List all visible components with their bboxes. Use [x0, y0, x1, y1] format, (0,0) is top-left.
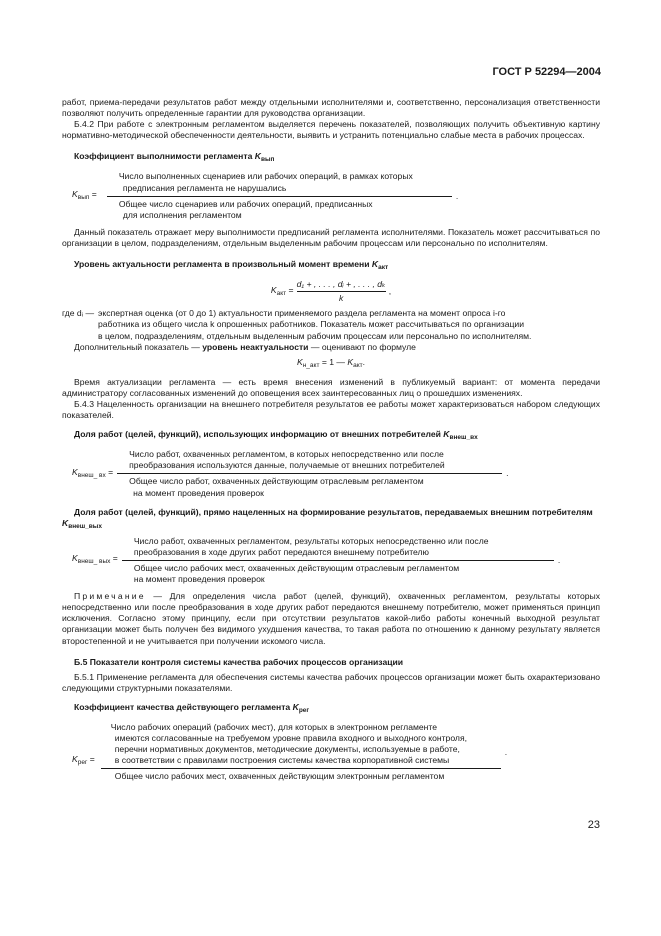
- paragraph-k-vyp-description: Данный показатель отражает меру выполнимости предписаний регламента исполнителями. Показатель может рассчитываться по организации в целом, подразделениям, отдельным выделенным рабочим процессам или персонально по исполнителям.: [62, 226, 600, 248]
- heading-k-vyp: Коэффициент выполнимости регламента $K_{вып}$: [74, 151, 275, 164]
- definition-di: где dᵢ — экспертная оценка (от 0 до 1) актуальности применяемого раздела регламента на момент опроса i-го: [62, 308, 506, 319]
- formula-fraction: [117, 449, 502, 498]
- definition-di-line2: работника из общего числа k опрошенных работников. Показатель может рассчитываться по организации: [98, 319, 524, 330]
- fraction-denominator: Общее число рабочих мест, охваченных действующим отраслевым регламентом на момент проведения проверок: [133, 563, 460, 585]
- formula-lhs: $K_{рег}$ =: [72, 754, 95, 767]
- heading-k-akt: Уровень актуальности регламента в произвольный момент времени $K_{акт}$: [74, 259, 389, 272]
- standard-header: ГОСТ Р 52294—2004: [492, 66, 601, 78]
- formula-lhs: $K_{внеш\_ вх}$ =: [72, 466, 114, 479]
- formula-lhs: $K_{внеш\_ вых}$ =: [72, 553, 118, 566]
- formula-k-reg: $K_{рег}$ = Число рабочих операций (рабочих мест), для которых в электронном регламенте имеются согласованные на требуемом уровне правила входного и выходного контроля, перечни нормативных документов, методические документы, используемые в работе, в соответствии с правилами построения системы качества корпоративной системы Общее число рабочих мест, охваченных действующим электронным регламентом .: [62, 722, 600, 782]
- formula-fraction: [101, 722, 501, 782]
- formula-k-akt: $K_{акт}$ = $\frac{\text{d₁ + , . . . , dᵢ + , . . . , dₖ}}{k}$ ,: [270, 279, 392, 304]
- note: Примечание — Для определения числа работ (целей, функций), охваченных регламентом, результаты которых непосредственно или после преобразования в ходе других работ передаются внешнему потребителю, может применяться принцип исключения. Согласно этому принципу, если при отсутствии результатов какой-либо работы конечный выходной результат организации может быть получен без видимого ухудшения качества, то такая работа по отношению к данному результату является второстепенной и не учитывается при получении искомого числа.: [62, 591, 600, 646]
- fraction-numerator: Число выполненных сценариев или рабочих операций, в рамках которых предписания регламента не нарушались: [118, 171, 413, 193]
- definition-di-line3: в целом, подразделениям, отдельным выделенным рабочим процессам или персонально по исполнителям.: [98, 330, 532, 341]
- paragraph-b4-2: Б.4.2 При работе с электронным регламентом выделяется перечень показателей, позволяющих получить объективную картину нормативно-методической обеспеченности деятельности, выявить и устранить потенциально слабые места в рабочих процессах.: [62, 119, 600, 141]
- formula-fraction: $\frac{\text{d₁ + , . . . , dᵢ + , . . . , dₖ}}{k}$: [296, 279, 386, 304]
- formula-k-n-akt: $K_{н\_акт} = 1$ — $K_{акт}$.: [296, 356, 366, 369]
- fraction-numerator: Число работ, охваченных регламентом, в которых непосредственно или после преобразования используются данные, получаемые от внешних потребителей: [129, 449, 445, 471]
- fraction-denominator: Общее число работ, охваченных действующим отраслевым регламентом на момент проведения проверок: [129, 476, 424, 498]
- heading-k-vnesh-vh: Доля работ (целей, функций), использующих информацию от внешних потребителей $K_{внеш\_вх}$: [74, 429, 478, 442]
- fraction-numerator: Число работ, охваченных регламентом, результаты которых непосредственно или после преобразования в ходе других работ передаются внешнему потребителю: [133, 535, 489, 557]
- paragraph-additional-indicator: Дополнительный показатель — уровень неактуальности — оценивают по формуле: [74, 341, 416, 352]
- formula-k-vnesh-vyh: $K_{внеш\_ вых}$ = Число работ, охваченных регламентом, результаты которых непосредственно или после преобразования в ходе других работ передаются внешнему потребителю Общее число рабочих мест, охваченных действующим отраслевым регламентом на момент проведения проверок .: [62, 536, 600, 585]
- section-heading-b5: Б.5 Показатели контроля системы качества рабочих процессов организации: [74, 656, 404, 667]
- formula-fraction: [107, 171, 452, 220]
- paragraph-continuation: работ, приема-передачи результатов работ между отдельными исполнителями и, соответственно, персонализация ответственности позволяют получить определенные гарантии для руководства организации.: [62, 97, 600, 119]
- paragraph-update-time: Время актуализации регламента — есть время внесения изменений в публикуемый вариант: от момента передачи администратору согласованных изменений до оповещения всех заинтересованных лиц о прошедших изменениях.: [62, 376, 600, 398]
- fraction-numerator: Число рабочих операций (рабочих мест), для которых в электронном регламенте имеются согласованные на требуемом уровне правила входного и выходного контроля, перечни нормативных документов, методические документы, используемые в работе, в соответствии с правилами построения системы качества корпоративной системы: [110, 722, 467, 766]
- heading-k-reg: Коэффициент качества действующего регламента $K_{рег}$: [74, 701, 310, 714]
- paragraph-b5-1: Б.5.1 Применение регламента для обеспечения системы качества рабочих процессов организации может быть охарактеризовано следующими структурными показателями.: [62, 671, 600, 693]
- fraction-denominator: Общее число сценариев или рабочих операций, предписанных для исполнения регламентом: [118, 198, 373, 220]
- page-content: [62, 97, 600, 789]
- paragraph-b4-3: Б.4.3 Нацеленность организации на внешнего потребителя результатов ее работы может характеризоваться набором следующих показателей.: [62, 398, 600, 421]
- fraction-denominator: Общее число рабочих мест, охваченных действующим электронным регламентом: [114, 771, 445, 782]
- formula-k-vyp: $K_{вып}$ = Число выполненных сценариев или рабочих операций, в рамках которых предписания регламента не нарушались Общее число сценариев или рабочих операций, предписанных для исполнения регламентом .: [62, 171, 600, 220]
- formula-fraction: [122, 536, 554, 585]
- formula-lhs: $K_{вып}$ =: [72, 189, 97, 202]
- formula-k-vnesh-vh: $K_{внеш\_ вх}$ = Число работ, охваченных регламентом, в которых непосредственно или после преобразования используются данные, получаемые от внешних потребителей Общее число работ, охваченных действующим отраслевым регламентом на момент проведения проверок .: [62, 449, 600, 498]
- page-number: 23: [587, 819, 600, 831]
- heading-k-vnesh-vyh: Доля работ (целей, функций), прямо нацеленных на формирование результатов, передаваемых внешним потребителям $K_{внеш\_вых}$: [62, 506, 593, 530]
